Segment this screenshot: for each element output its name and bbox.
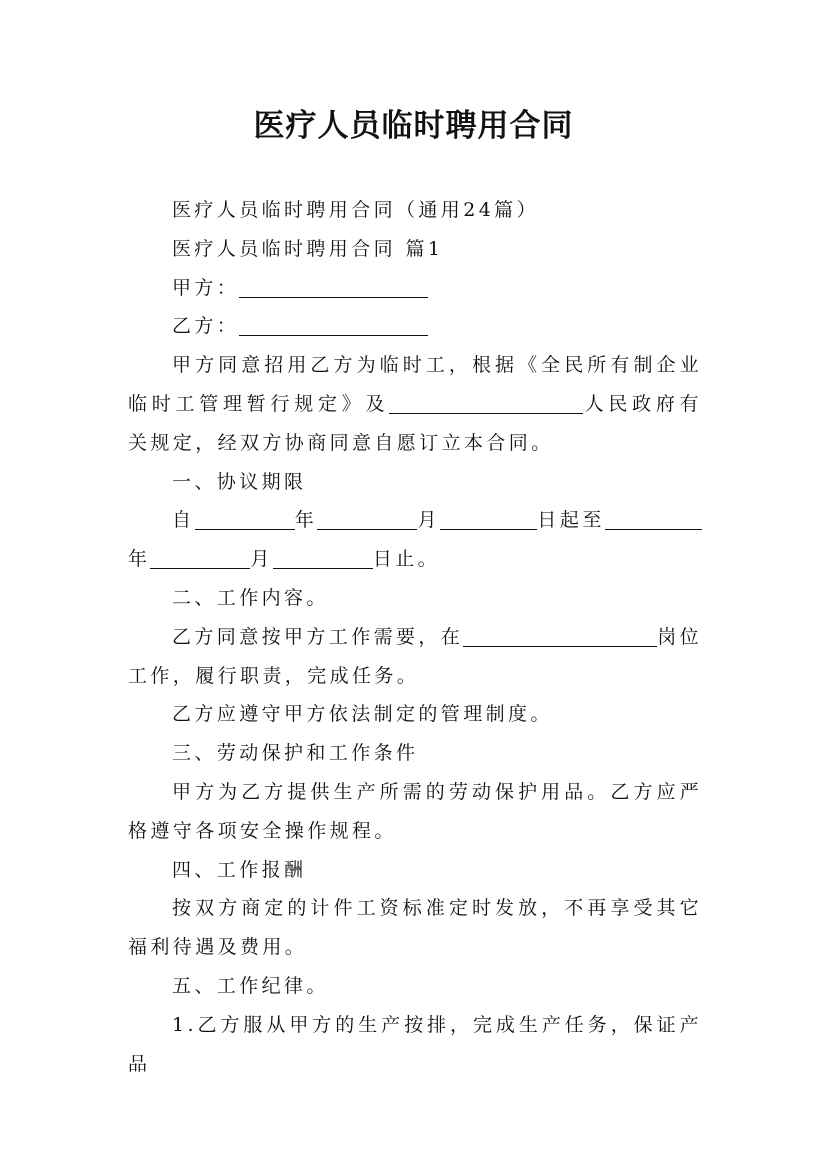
paragraph-party-b xyxy=(128,307,702,346)
document-title: 医疗人员临时聘用合同 xyxy=(253,108,574,144)
heading-discipline: 五、工作纪律。 xyxy=(172,974,329,997)
day-to-text: 日起至 xyxy=(537,509,606,532)
document-body xyxy=(128,191,702,1083)
paragraph-labor-protection: 甲方为乙方提供生产所需的劳动保护用品。乙方应严格遵守各项安全操作规程。 xyxy=(128,780,702,842)
start-day-blank xyxy=(440,503,537,530)
paragraph-management-rules: 乙方应遵守甲方依法制定的管理制度。 xyxy=(172,703,553,726)
paragraph-intro xyxy=(128,346,702,462)
start-year-blank xyxy=(195,503,295,530)
end-month-blank xyxy=(150,542,250,569)
end-year-blank xyxy=(605,503,702,530)
heading-agreement-term: 一、协议期限 xyxy=(172,470,307,493)
paragraph-party-a xyxy=(128,269,702,308)
intro-text-b: 人民政府有关规定，经双方协商同意自愿订立本合同。 xyxy=(128,392,702,454)
party-b-blank xyxy=(239,309,428,336)
paragraph-discipline-1: 1.乙方服从甲方的生产按排，完成生产任务，保证产品 xyxy=(128,1013,702,1075)
intro-text-a: 甲方同意招用乙方为临时工，根据《全民所有制企业临时工管理暂行规定》及 xyxy=(128,354,702,415)
month-text: 月 xyxy=(417,509,441,532)
heading-labor-protection: 三、劳动保护和工作条件 xyxy=(172,742,419,765)
end-year-text: 年 xyxy=(128,548,151,571)
year-text: 年 xyxy=(294,509,318,532)
end-day-blank xyxy=(273,542,373,569)
start-month-blank xyxy=(317,503,417,530)
term-from-text: 自 xyxy=(172,509,195,532)
paragraph-remuneration: 按双方商定的计件工资标准定时发放，不再享受其它福利待遇及费用。 xyxy=(128,897,702,959)
heading-remuneration: 四、工作报酬 xyxy=(172,858,307,881)
position-blank xyxy=(463,620,657,647)
party-a-blank xyxy=(239,271,428,298)
paragraph-subtitle: 医疗人员临时聘用合同（通用24篇） xyxy=(172,199,539,221)
party-b-label: 乙方： xyxy=(172,315,240,338)
paragraph-section-title: 医疗人员临时聘用合同 篇1 xyxy=(172,237,444,260)
end-day-text: 日止。 xyxy=(372,548,441,571)
position-text-b: 岗位工作，履行职责，完成任务。 xyxy=(128,625,703,687)
paragraph-term-dates xyxy=(128,501,702,579)
end-month-text: 月 xyxy=(250,548,273,571)
government-blank xyxy=(389,387,583,414)
heading-work-content: 二、工作内容。 xyxy=(172,586,329,609)
paragraph-work-position xyxy=(128,618,702,696)
party-a-label: 甲方： xyxy=(172,276,240,299)
position-text-a: 乙方同意按甲方工作需要，在 xyxy=(172,625,464,648)
